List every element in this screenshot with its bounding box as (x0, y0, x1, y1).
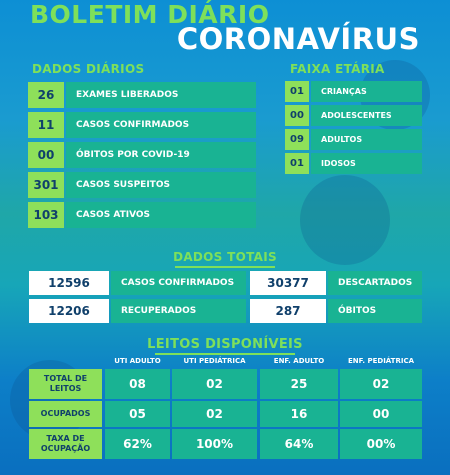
table-cell: 08 (105, 369, 170, 399)
table-cell: 16 (260, 401, 338, 427)
list-item (28, 112, 256, 138)
row-header-line: OCUPADOS (40, 409, 91, 418)
value: 26 (28, 82, 64, 108)
divider (175, 266, 275, 268)
row-header (29, 401, 102, 427)
table-cell: 00 (340, 401, 422, 427)
value: 11 (28, 112, 64, 138)
total-label: RECUPERADOS (111, 299, 246, 323)
column-header: ENF. PEDIÁTRICA (347, 357, 414, 365)
list-item (285, 129, 422, 150)
faixa-etaria-heading: FAIXA ETÁRIA (290, 62, 385, 76)
row-header (29, 369, 102, 399)
list-item (28, 172, 256, 198)
value: 00 (285, 105, 309, 126)
table-cell: 25 (260, 369, 338, 399)
value: 01 (285, 153, 309, 174)
list-item (285, 81, 422, 102)
label: CASOS ATIVOS (66, 202, 256, 228)
list-item (285, 153, 422, 174)
table-cell: 02 (340, 369, 422, 399)
dados-totais-heading: DADOS TOTAIS (173, 250, 277, 264)
table-cell: 02 (172, 401, 257, 427)
table-cell: 100% (172, 429, 257, 459)
column-header: ENF. ADULTO (273, 357, 325, 365)
row-header (29, 429, 102, 459)
table-cell: 05 (105, 401, 170, 427)
label: ÓBITOS POR COVID-19 (66, 142, 256, 168)
row-header-line: OCUPAÇÃO (40, 444, 91, 453)
table-cell: 02 (172, 369, 257, 399)
row-header-line: TOTAL DE (43, 374, 88, 383)
value: 00 (28, 142, 64, 168)
total-value: 12206 (29, 299, 109, 323)
total-label: ÓBITOS (328, 299, 422, 323)
row-header-line: LEITOS (49, 384, 82, 393)
list-item (28, 82, 256, 108)
table-cell: 00% (340, 429, 422, 459)
value: 301 (28, 172, 64, 198)
column-header: UTI ADULTO (114, 357, 161, 365)
divider (155, 353, 295, 355)
list-item (285, 105, 422, 126)
title-coronavirus: CORONAVÍRUS (176, 22, 420, 56)
table-cell: 62% (105, 429, 170, 459)
total-label: DESCARTADOS (328, 271, 422, 295)
value: 09 (285, 129, 309, 150)
list-item (28, 142, 256, 168)
table-cell: 64% (260, 429, 338, 459)
label: IDOSOS (311, 153, 422, 174)
label: CASOS CONFIRMADOS (66, 112, 256, 138)
leitos-heading: LEITOS DISPONÍVEIS (147, 337, 303, 352)
total-label: CASOS CONFIRMADOS (111, 271, 246, 295)
label: ADULTOS (311, 129, 422, 150)
row-header-line: TAXA DE (46, 434, 85, 443)
column-header: UTI PEDIÁTRICA (183, 357, 246, 365)
total-value: 287 (250, 299, 326, 323)
value: 103 (28, 202, 64, 228)
total-value: 12596 (29, 271, 109, 295)
total-value: 30377 (250, 271, 326, 295)
dados-diarios-heading: DADOS DIÁRIOS (32, 62, 145, 76)
title-boletim: BOLETIM DIÁRIO (30, 0, 270, 29)
label: CRIANÇAS (311, 81, 422, 102)
label: ADOLESCENTES (311, 105, 422, 126)
list-item (28, 202, 256, 228)
value: 01 (285, 81, 309, 102)
label: CASOS SUSPEITOS (66, 172, 256, 198)
label: EXAMES LIBERADOS (66, 82, 256, 108)
